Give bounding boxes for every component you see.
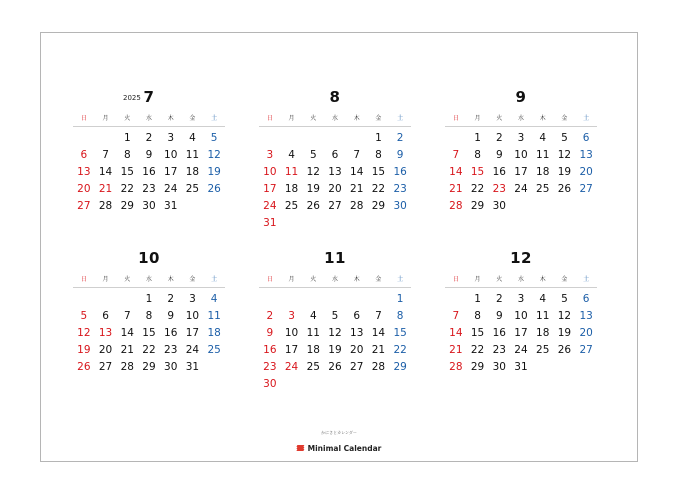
day-cell: 24 <box>185 344 200 356</box>
day-cell: 2 <box>495 132 503 144</box>
empty-cell <box>445 291 467 308</box>
day-cell: 21 <box>98 183 113 195</box>
day-cell: 7 <box>452 310 460 322</box>
day-cell: 7 <box>123 310 131 322</box>
day-grid <box>73 130 225 215</box>
day-cell: 31 <box>263 217 277 229</box>
weekday-label: 木 <box>167 115 174 122</box>
day-cell: 3 <box>167 132 175 144</box>
day-cell: 6 <box>102 310 109 322</box>
weekday-label: 月 <box>102 276 109 283</box>
day-cell: 23 <box>263 361 277 373</box>
day-cell: 6 <box>582 132 590 144</box>
empty-cell <box>324 291 346 308</box>
day-cell: 21 <box>350 183 364 195</box>
day-cell: 19 <box>306 183 320 195</box>
day-cell: 10 <box>185 310 200 322</box>
month-september <box>445 88 597 215</box>
weekday-label: 火 <box>310 276 317 283</box>
day-cell: 14 <box>449 327 463 339</box>
day-cell: 20 <box>77 183 91 195</box>
weekday-header <box>73 114 225 127</box>
day-cell: 1 <box>123 132 131 144</box>
weekday-label: 月 <box>474 115 481 122</box>
empty-cell <box>281 130 303 147</box>
day-cell: 1 <box>474 132 481 144</box>
day-cell: 25 <box>185 183 200 195</box>
day-cell: 5 <box>210 132 218 144</box>
day-cell: 21 <box>449 344 463 356</box>
day-cell: 7 <box>353 149 361 161</box>
day-cell: 2 <box>396 132 404 144</box>
weekday-label: 月 <box>288 276 295 283</box>
weekday-label: 土 <box>397 115 404 122</box>
day-cell: 19 <box>207 166 221 178</box>
day-cell: 24 <box>263 200 277 212</box>
day-cell: 5 <box>561 293 568 305</box>
day-cell: 12 <box>207 149 221 161</box>
day-cell: 30 <box>492 200 506 212</box>
day-cell: 28 <box>98 200 113 212</box>
day-cell: 24 <box>514 344 528 356</box>
day-cell: 28 <box>449 200 463 212</box>
day-cell: 14 <box>120 327 134 339</box>
day-cell: 2 <box>167 293 175 305</box>
brand-logo-icon <box>297 445 304 451</box>
day-cell: 15 <box>142 327 156 339</box>
empty-cell <box>259 130 281 147</box>
weekday-label: 月 <box>288 115 295 122</box>
day-cell: 8 <box>375 149 382 161</box>
day-cell: 18 <box>207 327 221 339</box>
empty-cell <box>116 291 138 308</box>
weekday-label: 日 <box>266 276 273 283</box>
day-cell: 2 <box>266 310 274 322</box>
day-cell: 14 <box>350 166 364 178</box>
day-cell: 17 <box>514 166 528 178</box>
calendar-sheet <box>40 32 638 462</box>
month-number: 11 <box>324 249 346 267</box>
day-cell: 3 <box>189 293 196 305</box>
day-cell: 23 <box>492 344 506 356</box>
empty-cell <box>346 291 368 308</box>
day-cell: 6 <box>80 149 88 161</box>
day-cell: 26 <box>77 361 91 373</box>
day-cell: 21 <box>120 344 134 356</box>
day-cell: 27 <box>77 200 91 212</box>
day-cell: 21 <box>371 344 386 356</box>
day-cell: 22 <box>393 344 407 356</box>
day-cell: 27 <box>98 361 113 373</box>
day-cell: 2 <box>495 293 503 305</box>
day-cell: 30 <box>393 200 407 212</box>
day-cell: 25 <box>284 200 299 212</box>
day-cell: 11 <box>536 310 550 322</box>
day-cell: 28 <box>350 200 364 212</box>
day-cell: 29 <box>393 361 407 373</box>
day-cell: 22 <box>120 183 134 195</box>
day-cell: 3 <box>517 293 525 305</box>
month-number: 9 <box>515 88 527 106</box>
day-cell: 6 <box>331 149 339 161</box>
footer-tagline: かにさとカレンダー <box>321 430 357 435</box>
day-cell: 9 <box>145 149 153 161</box>
day-cell: 7 <box>452 149 460 161</box>
day-cell: 7 <box>375 310 382 322</box>
day-cell: 11 <box>185 149 200 161</box>
day-cell: 8 <box>145 310 153 322</box>
day-cell: 18 <box>185 166 200 178</box>
day-cell: 27 <box>350 361 364 373</box>
day-cell: 24 <box>284 361 299 373</box>
day-grid <box>445 130 597 215</box>
day-cell: 24 <box>164 183 178 195</box>
day-cell: 1 <box>145 293 153 305</box>
day-grid <box>445 291 597 376</box>
day-cell: 23 <box>142 183 156 195</box>
weekday-header <box>445 114 597 127</box>
day-cell: 1 <box>474 293 481 305</box>
day-cell: 12 <box>557 310 572 322</box>
weekday-label: 木 <box>539 115 546 122</box>
month-number: 12 <box>510 249 532 267</box>
day-cell: 8 <box>474 310 481 322</box>
month-number: 10 <box>138 249 160 267</box>
day-cell: 1 <box>396 293 404 305</box>
day-cell: 14 <box>98 166 113 178</box>
day-cell: 30 <box>263 378 277 390</box>
day-cell: 9 <box>167 310 175 322</box>
day-cell: 15 <box>393 327 407 339</box>
weekday-label: 土 <box>211 115 218 122</box>
day-cell: 18 <box>306 344 320 356</box>
day-cell: 6 <box>353 310 361 322</box>
day-cell: 12 <box>557 149 572 161</box>
day-cell: 6 <box>582 293 590 305</box>
month-july <box>73 88 225 215</box>
day-cell: 27 <box>328 200 342 212</box>
day-cell: 12 <box>328 327 342 339</box>
year-label: 2025 <box>123 94 141 102</box>
weekday-label: 日 <box>266 115 273 122</box>
day-cell: 10 <box>284 327 299 339</box>
day-cell: 17 <box>263 183 277 195</box>
day-cell: 16 <box>492 166 506 178</box>
empty-cell <box>73 291 95 308</box>
month-november <box>259 249 411 393</box>
weekday-header <box>73 275 225 288</box>
weekday-label: 木 <box>353 276 360 283</box>
day-cell: 22 <box>371 183 386 195</box>
day-cell: 10 <box>514 310 528 322</box>
footer <box>41 430 637 455</box>
day-cell: 8 <box>396 310 404 322</box>
day-cell: 26 <box>207 183 221 195</box>
day-cell: 13 <box>579 310 593 322</box>
day-cell: 20 <box>579 327 593 339</box>
day-cell: 11 <box>207 310 221 322</box>
weekday-label: 火 <box>496 115 503 122</box>
weekday-label: 日 <box>80 115 87 122</box>
day-cell: 23 <box>164 344 178 356</box>
weekday-label: 日 <box>452 115 459 122</box>
day-cell: 25 <box>536 344 550 356</box>
month-number: 8 <box>329 88 341 106</box>
day-cell: 15 <box>470 166 485 178</box>
weekday-label: 水 <box>517 276 524 283</box>
day-cell: 29 <box>470 361 485 373</box>
month-august <box>259 88 411 232</box>
weekday-label: 火 <box>310 115 317 122</box>
day-cell: 22 <box>470 183 485 195</box>
day-cell: 27 <box>579 183 593 195</box>
weekday-label: 日 <box>452 276 459 283</box>
weekday-label: 土 <box>583 115 590 122</box>
day-cell: 25 <box>207 344 221 356</box>
month-december <box>445 249 597 376</box>
day-cell: 15 <box>120 166 134 178</box>
day-cell: 29 <box>142 361 156 373</box>
day-cell: 17 <box>284 344 299 356</box>
empty-cell <box>281 291 303 308</box>
day-cell: 5 <box>309 149 317 161</box>
month-number: 7 <box>143 88 155 106</box>
weekday-header <box>259 275 411 288</box>
day-cell: 7 <box>102 149 109 161</box>
empty-cell <box>302 291 324 308</box>
day-cell: 31 <box>514 361 528 373</box>
day-grid <box>259 291 411 393</box>
day-cell: 2 <box>145 132 153 144</box>
day-cell: 31 <box>185 361 200 373</box>
day-cell: 3 <box>288 310 295 322</box>
day-cell: 16 <box>393 166 407 178</box>
day-cell: 17 <box>514 327 528 339</box>
brand-name: Minimal Calendar <box>307 443 382 453</box>
day-cell: 14 <box>449 166 463 178</box>
weekday-label: 金 <box>561 276 568 283</box>
day-cell: 26 <box>306 200 320 212</box>
day-cell: 4 <box>539 132 547 144</box>
day-cell: 26 <box>557 183 572 195</box>
weekday-label: 火 <box>124 276 131 283</box>
month-october <box>73 249 225 376</box>
day-cell: 10 <box>514 149 528 161</box>
day-cell: 4 <box>210 293 218 305</box>
day-cell: 3 <box>266 149 274 161</box>
day-cell: 8 <box>474 149 481 161</box>
empty-cell <box>445 130 467 147</box>
day-cell: 27 <box>579 344 593 356</box>
day-cell: 9 <box>396 149 404 161</box>
day-cell: 13 <box>98 327 113 339</box>
day-cell: 12 <box>306 166 320 178</box>
day-cell: 15 <box>371 166 386 178</box>
day-cell: 26 <box>328 361 342 373</box>
day-cell: 30 <box>164 361 178 373</box>
day-cell: 18 <box>284 183 299 195</box>
weekday-label: 月 <box>474 276 481 283</box>
weekday-label: 金 <box>561 115 568 122</box>
empty-cell <box>346 130 368 147</box>
day-cell: 25 <box>306 361 320 373</box>
weekday-label: 日 <box>80 276 87 283</box>
weekday-label: 火 <box>124 115 131 122</box>
day-cell: 19 <box>77 344 91 356</box>
day-cell: 31 <box>164 200 178 212</box>
day-grid <box>73 291 225 376</box>
day-cell: 24 <box>514 183 528 195</box>
day-cell: 20 <box>579 166 593 178</box>
day-cell: 13 <box>579 149 593 161</box>
day-cell: 28 <box>449 361 463 373</box>
weekday-label: 水 <box>145 115 152 122</box>
weekday-label: 火 <box>496 276 503 283</box>
day-cell: 29 <box>371 200 386 212</box>
day-cell: 19 <box>557 327 572 339</box>
day-cell: 29 <box>120 200 134 212</box>
day-cell: 11 <box>536 149 550 161</box>
weekday-label: 木 <box>353 115 360 122</box>
day-cell: 9 <box>495 149 503 161</box>
day-cell: 20 <box>328 183 342 195</box>
day-cell: 5 <box>80 310 88 322</box>
weekday-label: 金 <box>375 115 382 122</box>
day-cell: 19 <box>557 166 572 178</box>
day-cell: 13 <box>350 327 364 339</box>
day-cell: 13 <box>328 166 342 178</box>
day-cell: 23 <box>492 183 506 195</box>
day-cell: 21 <box>449 183 463 195</box>
empty-cell <box>302 130 324 147</box>
day-cell: 16 <box>142 166 156 178</box>
weekday-label: 水 <box>331 276 338 283</box>
day-cell: 10 <box>263 166 277 178</box>
day-cell: 23 <box>393 183 407 195</box>
day-cell: 5 <box>561 132 568 144</box>
day-cell: 4 <box>309 310 317 322</box>
brand <box>297 444 382 453</box>
empty-cell <box>95 130 117 147</box>
day-cell: 9 <box>495 310 503 322</box>
day-cell: 12 <box>77 327 91 339</box>
weekday-label: 金 <box>189 276 196 283</box>
day-cell: 19 <box>328 344 342 356</box>
weekday-label: 木 <box>167 276 174 283</box>
day-cell: 9 <box>266 327 274 339</box>
day-cell: 3 <box>517 132 525 144</box>
empty-cell <box>73 130 95 147</box>
weekday-label: 水 <box>145 276 152 283</box>
day-cell: 16 <box>263 344 277 356</box>
weekday-header <box>445 275 597 288</box>
day-cell: 8 <box>123 149 131 161</box>
day-cell: 13 <box>77 166 91 178</box>
weekday-label: 土 <box>397 276 404 283</box>
day-cell: 11 <box>306 327 320 339</box>
day-cell: 17 <box>164 166 178 178</box>
day-cell: 16 <box>492 327 506 339</box>
day-cell: 28 <box>120 361 134 373</box>
day-cell: 20 <box>98 344 113 356</box>
day-cell: 5 <box>331 310 339 322</box>
weekday-label: 水 <box>331 115 338 122</box>
day-cell: 1 <box>375 132 382 144</box>
empty-cell <box>368 291 390 308</box>
day-cell: 26 <box>557 344 572 356</box>
day-cell: 16 <box>164 327 178 339</box>
day-cell: 20 <box>350 344 364 356</box>
weekday-label: 金 <box>189 115 196 122</box>
day-cell: 22 <box>142 344 156 356</box>
day-cell: 17 <box>185 327 200 339</box>
day-grid <box>259 130 411 232</box>
day-cell: 10 <box>164 149 178 161</box>
weekday-label: 土 <box>583 276 590 283</box>
weekday-label: 金 <box>375 276 382 283</box>
day-cell: 30 <box>492 361 506 373</box>
day-cell: 14 <box>371 327 386 339</box>
empty-cell <box>324 130 346 147</box>
day-cell: 22 <box>470 344 485 356</box>
day-cell: 28 <box>371 361 386 373</box>
weekday-label: 月 <box>102 115 109 122</box>
empty-cell <box>95 291 117 308</box>
weekday-header <box>259 114 411 127</box>
weekday-label: 木 <box>539 276 546 283</box>
weekday-label: 土 <box>211 276 218 283</box>
day-cell: 15 <box>470 327 485 339</box>
day-cell: 4 <box>288 149 295 161</box>
day-cell: 4 <box>539 293 547 305</box>
weekday-label: 水 <box>517 115 524 122</box>
day-cell: 30 <box>142 200 156 212</box>
day-cell: 11 <box>284 166 299 178</box>
day-cell: 29 <box>470 200 485 212</box>
day-cell: 25 <box>536 183 550 195</box>
empty-cell <box>259 291 281 308</box>
day-cell: 18 <box>536 166 550 178</box>
day-cell: 4 <box>189 132 196 144</box>
day-cell: 18 <box>536 327 550 339</box>
